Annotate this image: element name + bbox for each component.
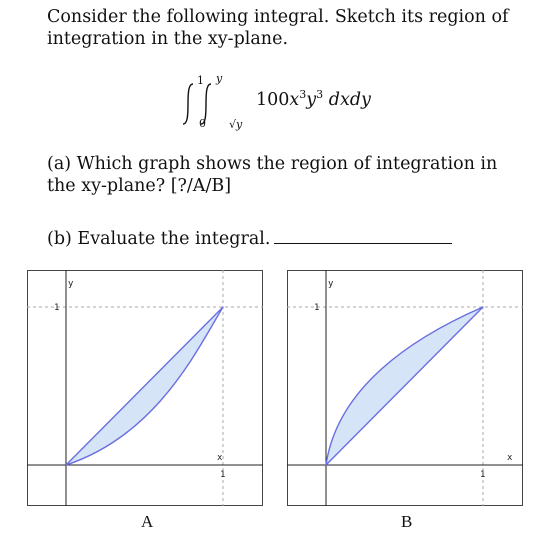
y-axis-label: y <box>68 279 74 289</box>
x-axis-label: x <box>507 453 513 463</box>
graph-a[interactable] <box>27 270 263 506</box>
answer-input[interactable] <box>274 229 452 244</box>
integrand-x: x <box>289 89 300 110</box>
y-tick-label: 1 <box>314 303 320 313</box>
graph-b-label: B <box>401 512 413 531</box>
x-tick-label: 1 <box>480 470 486 480</box>
integrand <box>256 88 371 110</box>
y-tick-label: 1 <box>54 303 60 313</box>
integral-signs <box>175 76 255 136</box>
x-power: 3 <box>299 88 307 101</box>
graph-b[interactable] <box>287 270 523 506</box>
graph-a-label: A <box>141 512 154 531</box>
outer-upper-bound: 1 <box>197 74 204 87</box>
question-a: (a) Which graph shows the region of integration in the xy-plane? [?/A/B] <box>47 154 498 196</box>
y-power: 3 <box>316 88 324 101</box>
question-b: (b) Evaluate the integral. <box>47 229 271 249</box>
inner-lower-bound: √y <box>229 118 243 131</box>
y-axis-label: y <box>328 279 334 289</box>
region-of-integration <box>66 307 223 465</box>
integrand-coefficient: 100 <box>256 89 290 110</box>
x-axis-label: x <box>217 453 223 463</box>
integrand-y: y <box>306 89 317 110</box>
x-tick-label: 1 <box>220 470 226 480</box>
differentials: dxdy <box>328 89 371 110</box>
inner-upper-bound: y <box>216 72 223 85</box>
outer-lower-bound: 0 <box>199 117 206 130</box>
question-b-row <box>47 228 452 250</box>
problem-intro: Consider the following integral. Sketch its region of integration in the xy-plane. <box>47 7 509 49</box>
region-of-integration <box>326 307 483 465</box>
graph-frame <box>288 271 523 506</box>
